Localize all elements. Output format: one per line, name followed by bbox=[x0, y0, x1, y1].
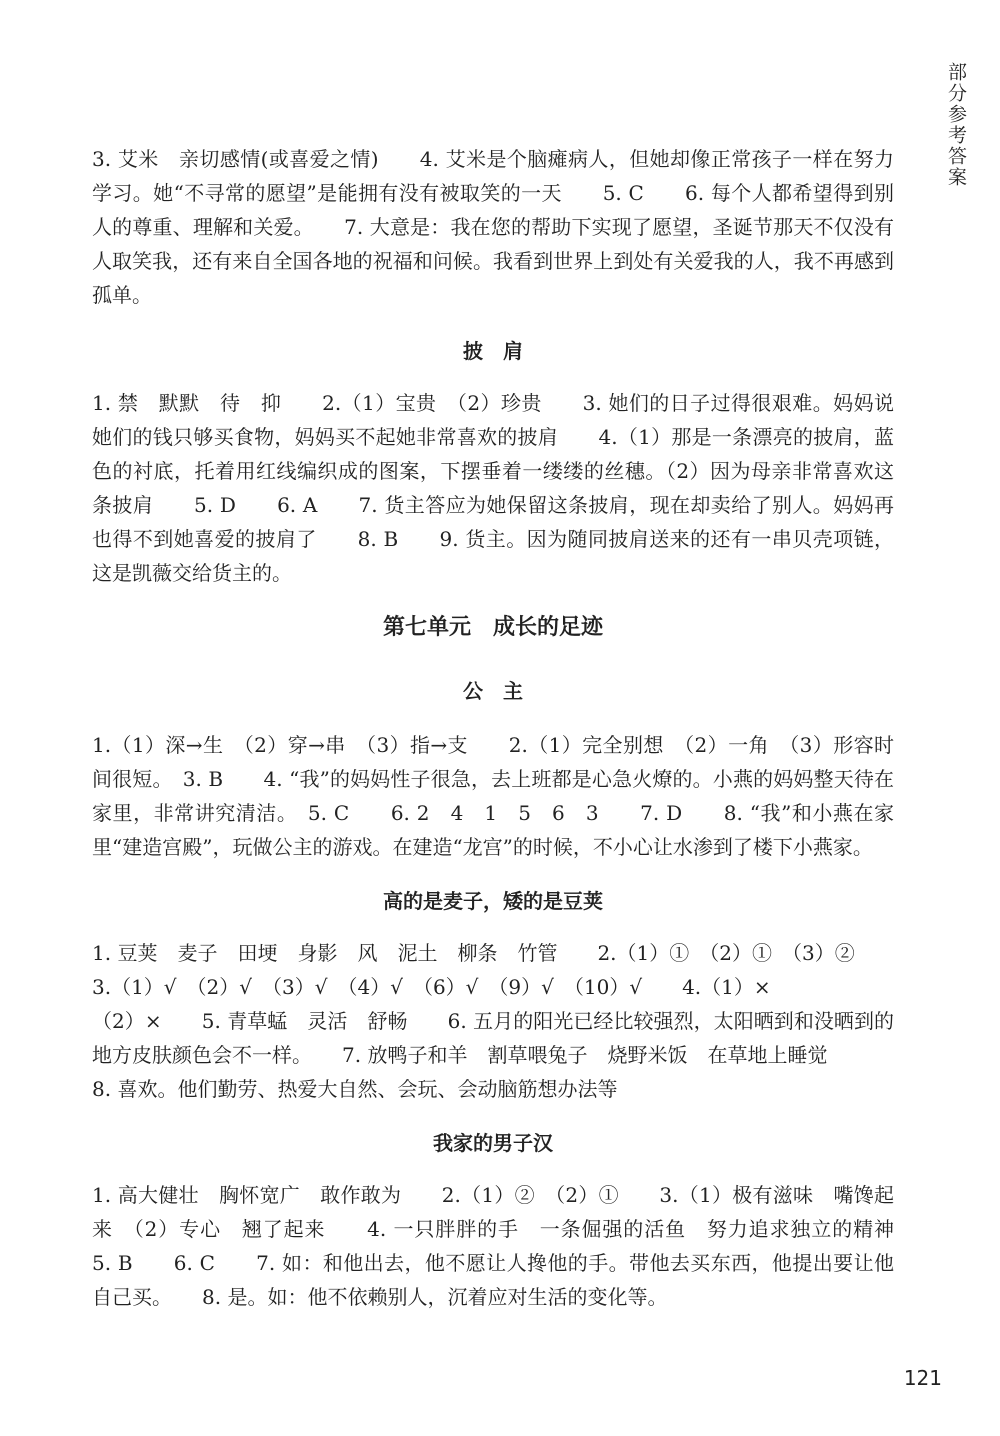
section-title: 公 主 bbox=[463, 679, 523, 703]
section-title: 高的是麦子，矮的是豆荚 bbox=[383, 889, 603, 913]
answer-paragraph: 1. 高大健壮 胸怀宽广 敢作敢为 2.（1）② （2）① 3.（1）极有滋味 嘴馋起来 （2）专心 翘了起来 4. 一只胖胖的手 一条倔强的活鱼 努力追求独立的精神 5. B 6. C 7. 如：和他出去，他不愿让人搀他的手。带他去买东西，他提出要让他自己买。 8. 是。如：他不依赖别人，沉着应对生活的变化等。 bbox=[92, 1183, 934, 1309]
answer-paragraph: 3. 艾米 亲切感情(或喜爱之情) 4. 艾米是个脑瘫病人，但她却像正常孩子一样在努力学习。她“不寻常的愿望”是能拥有没有被取笑的一天 5. C 6. 每个人都希望得到别人的尊重、理解和关爱。 7. 大意是：我在您的帮助下实现了愿望，圣诞节那天不仅没有人取笑我，还有来自全国各地的祝福和问候。我看到世界上到处有关爱我的人，我不再感到孤单。 bbox=[92, 147, 894, 307]
answer-paragraph: 1. 禁 默默 待 抑 2.（1）宝贵 （2）珍贵 3. 她们的日子过得很艰难。妈妈说她们的钱只够买食物，妈妈买不起她非常喜欢的披肩 4.（1）那是一条漂亮的披肩，蓝色的衬底，托着用红线编织成的图案，下摆垂着一缕缕的丝穗。（2）因为母亲非常喜欢这条披肩 5. D 6. A 7. 货主答应为她保留这条披肩，现在却卖给了别人。妈妈再也得不到她喜爱的披肩了 8. B 9. 货主。因为随同披肩送来的还有一串贝壳项链，这是凯薇交给货主的。 bbox=[92, 391, 894, 585]
answer-content bbox=[92, 142, 934, 1314]
section-title: 披 肩 bbox=[463, 339, 523, 363]
section-title: 我家的男子汉 bbox=[433, 1131, 553, 1155]
page-number: 121 bbox=[903, 1366, 942, 1390]
side-tab-label: 部分参考答案 bbox=[945, 62, 967, 188]
answer-paragraph: 1. 豆荚 麦子 田埂 身影 风 泥土 柳条 竹管 2.（1）① （2）① （3）② 3.（1）√ （2）√ （3）√ （4）√ （6）√ （9）√ （10）√ 4.（1）× （2）× 5. 青草蜢 灵活 舒畅 6. 五月的阳光已经比较强烈，太阳晒到和没晒到的地方皮肤颜色会不一样。 7. 放鸭子和羊 割草喂兔子 烧野米饭 在草地上睡觉 8. 喜欢。他们勤劳、热爱大自然、会玩、会动脑筋想办法等 bbox=[92, 941, 894, 1101]
answer-paragraph: 1.（1）深→生 （2）穿→串 （3）指→支 2.（1）完全别想 （2）一角 （3）形容时间很短。 3. B 4. “我”的妈妈性子很急，去上班都是心急火燎的。小燕的妈妈整天待在家里，非常讲究清洁。 5. C 6. 2 4 1 5 6 3 7. D 8. “我”和小燕在家里“建造宫殿”，玩做公主的游戏。在建造“龙宫”的时候，不小心让水渗到了楼下小燕家。 bbox=[92, 733, 894, 859]
unit-title: 第七单元 成长的足迹 bbox=[382, 614, 603, 640]
